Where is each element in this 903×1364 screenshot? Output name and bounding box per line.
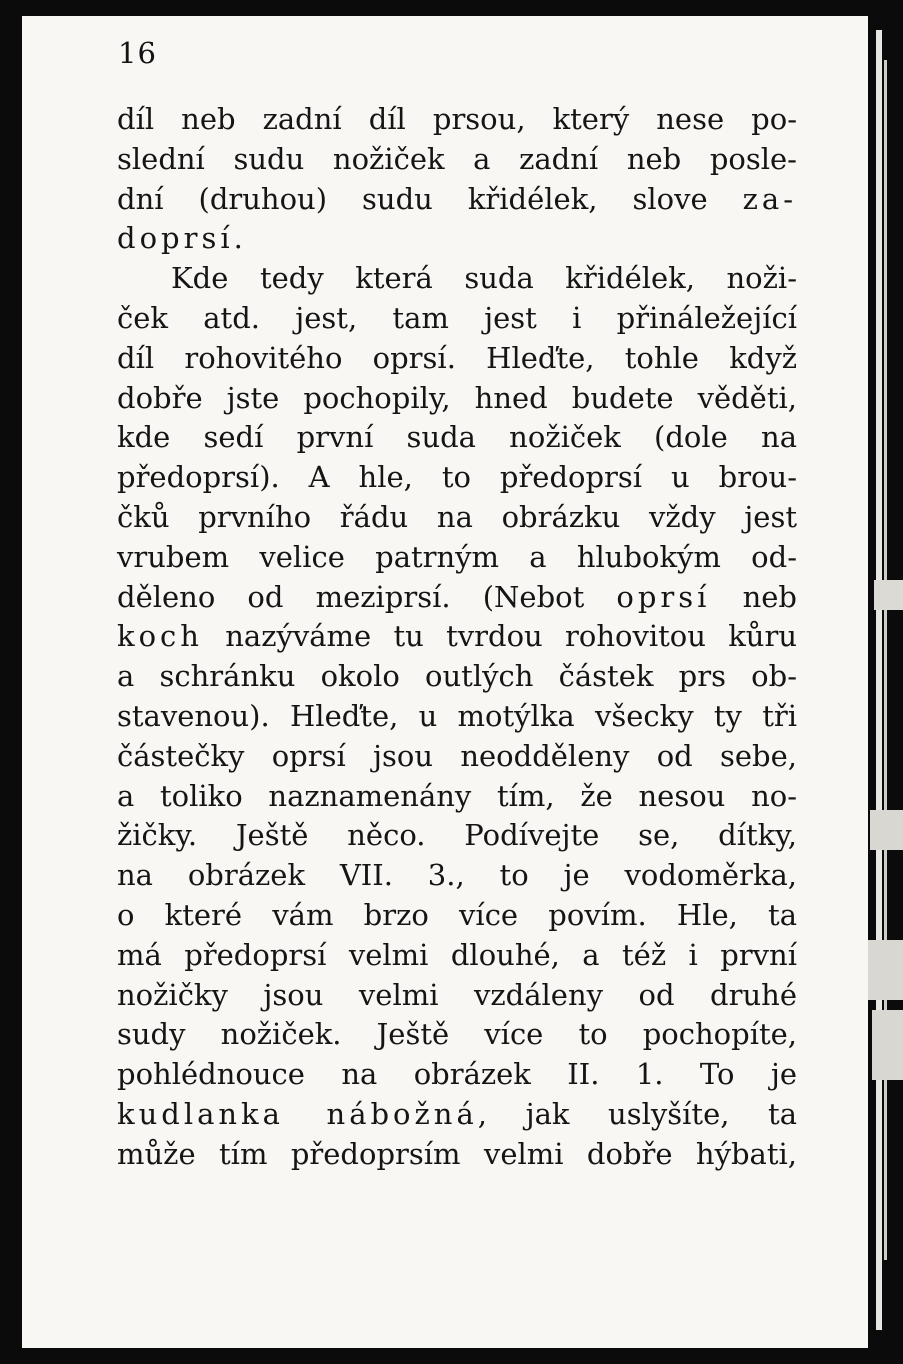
text-line: slední sudu nožiček a zadní neb posle- bbox=[117, 141, 797, 176]
text-line: díl rohovitého oprsí. Hleďte, tohle když bbox=[117, 340, 797, 375]
text-line: a toliko naznamenány tím, že nesou no- bbox=[117, 778, 797, 813]
text-line: pohlédnouce na obrázek II. 1. To je bbox=[117, 1057, 797, 1092]
text-line: díl neb zadní díl prsou, který nese po- bbox=[117, 102, 797, 136]
text-line: kde sedí první suda nožiček (dole na bbox=[117, 420, 797, 455]
spaced-emphasis: koch bbox=[117, 619, 203, 654]
text-line: čků prvního řádu na obrázku vždy jest bbox=[117, 499, 797, 534]
text-line: o které vám brzo více povím. Hle, ta bbox=[117, 897, 797, 932]
text-line: dobře jste pochopily, hned budete věděti, bbox=[117, 380, 797, 415]
text-line: nožičky jsou velmi vzdáleny od druhé bbox=[117, 977, 797, 1012]
spaced-emphasis: doprsí bbox=[117, 221, 234, 256]
text-line: má předoprsí velmi dlouhé, a též i první bbox=[117, 937, 797, 972]
text-line: a schránku okolo outlých částek prs ob- bbox=[117, 659, 797, 694]
page-number: 16 bbox=[118, 36, 157, 70]
text-line: stavenou). Hleďte, u motýlka všecky ty tři bbox=[117, 698, 797, 733]
spaced-emphasis: kudlanka nábožná bbox=[117, 1096, 478, 1131]
text-line: doprsí. bbox=[117, 221, 243, 256]
spaced-emphasis: za- bbox=[742, 181, 797, 216]
text-line: dní (druhou) sudu křidélek, slove za- bbox=[117, 181, 797, 216]
spaced-emphasis: oprsí bbox=[616, 579, 711, 614]
body-text bbox=[117, 100, 797, 1175]
text-line: Kde tedy která suda křidélek, noži- bbox=[171, 261, 797, 296]
text-line: žičky. Ještě něco. Podívejte se, dítky, bbox=[117, 818, 797, 853]
text-line: děleno od meziprsí. (Nebot oprsí neb bbox=[117, 579, 797, 614]
book-page bbox=[22, 16, 868, 1348]
text-line: kudlanka nábožná, jak uslyšíte, ta bbox=[117, 1096, 797, 1131]
text-line: koch nazýváme tu tvrdou rohovitou kůru bbox=[117, 619, 797, 654]
text-line: sudy nožiček. Ještě více to pochopíte, bbox=[117, 1017, 797, 1052]
text-line: může tím předoprsím velmi dobře hýbati, bbox=[117, 1136, 797, 1171]
text-line: ček atd. jest, tam jest i přináležející bbox=[117, 300, 797, 335]
text-line: částečky oprsí jsou neodděleny od sebe, bbox=[117, 738, 797, 773]
text-line: vrubem velice patrným a hlubokým od- bbox=[117, 539, 797, 574]
text-line: předoprsí). A hle, to předoprsí u brou- bbox=[117, 460, 797, 495]
text-line: na obrázek VII. 3., to je vodoměrka, bbox=[117, 858, 797, 893]
